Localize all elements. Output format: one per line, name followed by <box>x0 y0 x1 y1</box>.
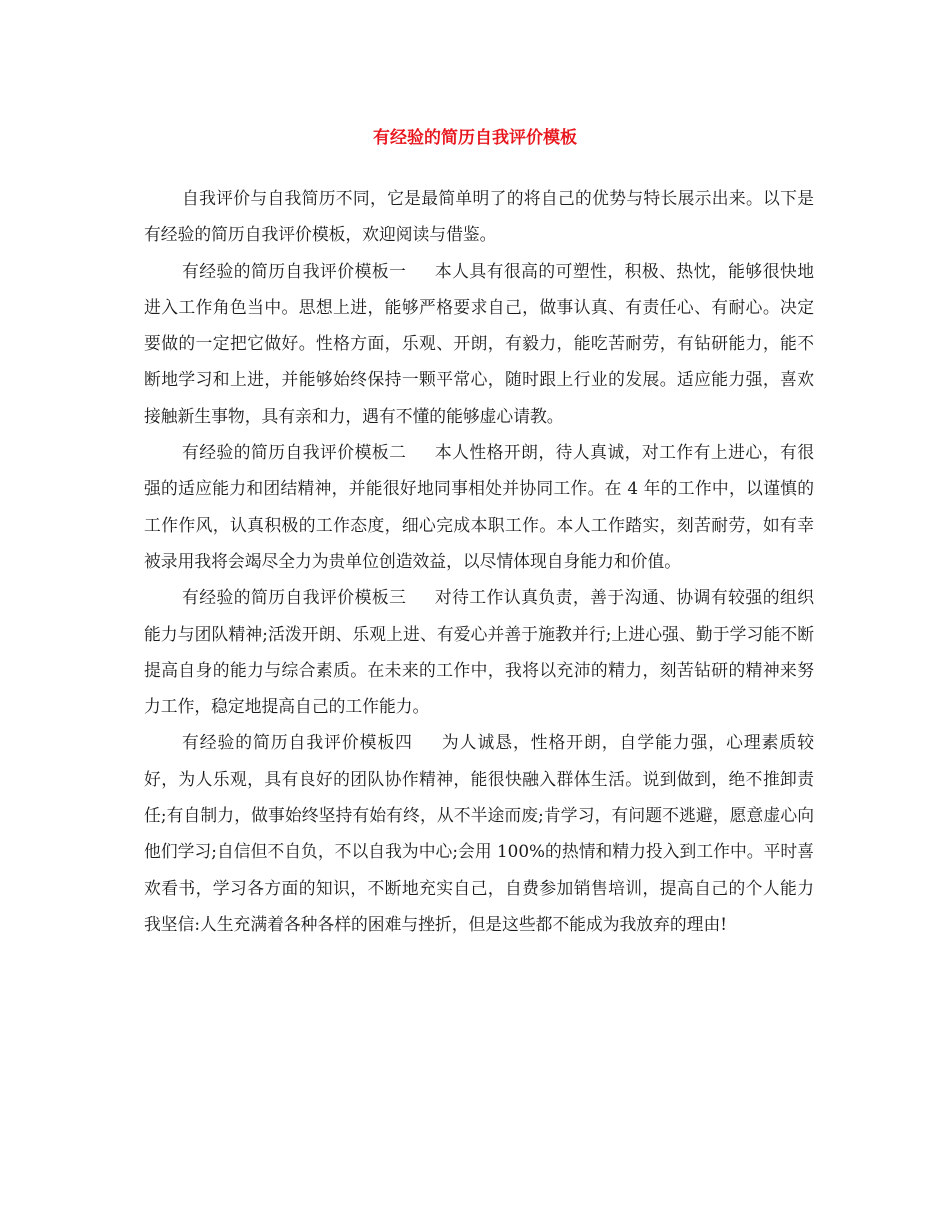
document-title: 有经验的简历自我评价模板 <box>373 128 577 148</box>
section-heading: 有经验的简历自我评价模板二 <box>182 442 407 463</box>
section-heading: 有经验的简历自我评价模板四 <box>182 732 413 753</box>
section-text: 对待工作认真负责，善于沟通、协调有较强的组织能力与团队精神;活泼开朗、乐观上进、有爱心并善于施教并行;上进心强、勤于学习能不断提高自身的能力与综合素质。在未来的工作中，我将以充沛的精力，刻苦钻研的精神来努力工作，稳定地提高自己的工作能力。 <box>144 587 814 717</box>
intro-paragraph: 自我评价与自我简历不同，它是最简单明了的将自己的优势与特长展示出来。以下是有经验的简历自我评价模板，欢迎阅读与借鉴。 <box>144 188 814 245</box>
section-text: 为人诚恳，性格开朗，自学能力强，心理素质较好，为人乐观，具有良好的团队协作精神，能很快融入群体生活。说到做到，绝不推卸责任;有自制力，做事始终坚持有始有终，从不半途而废;肯学习，有问题不逃避，愿意虚心向他们学习;自信但不自负，不以自我为中心;会用 100%的热情和精力投入到工作中。平时喜欢看书，学习各方面的知识，不断地充实自己，自费参加销售培训，提高自己的个人能力我坚信:人生充满着各种各样的困难与挫折，但是这些都不能成为我放弃的理由! <box>144 732 814 934</box>
section-text: 本人具有很高的可塑性，积极、热忱，能够很快地进入工作角色当中。思想上进，能够严格要求自己，做事认真、有责任心、有耐心。决定要做的一定把它做好。性格方面，乐观、开朗，有毅力，能吃苦耐劳，有钻研能力，能不断地学习和上进，并能够始终保持一颗平常心，随时跟上行业的发展。适应能力强，喜欢接触新生事物，具有亲和力，遇有不懂的能够虚心请教。 <box>144 260 814 426</box>
section-paragraph-2 <box>144 434 814 579</box>
section-paragraph-1 <box>144 253 814 434</box>
section-heading: 有经验的简历自我评价模板三 <box>182 587 407 608</box>
section-paragraph-4 <box>144 724 814 942</box>
section-paragraph-3 <box>144 579 814 724</box>
document-body <box>144 180 814 942</box>
section-heading: 有经验的简历自我评价模板一 <box>182 260 407 281</box>
section-text: 本人性格开朗，待人真诚，对工作有上进心，有很强的适应能力和团结精神，并能很好地同事相处并协同工作。在 4 年的工作中，以谨慎的工作作风，认真积极的工作态度，细心完成本职工作。本人工作踏实，刻苦耐劳，如有幸被录用我将会竭尽全力为贵单位创造效益，以尽情体现自身能力和价值。 <box>144 442 814 571</box>
